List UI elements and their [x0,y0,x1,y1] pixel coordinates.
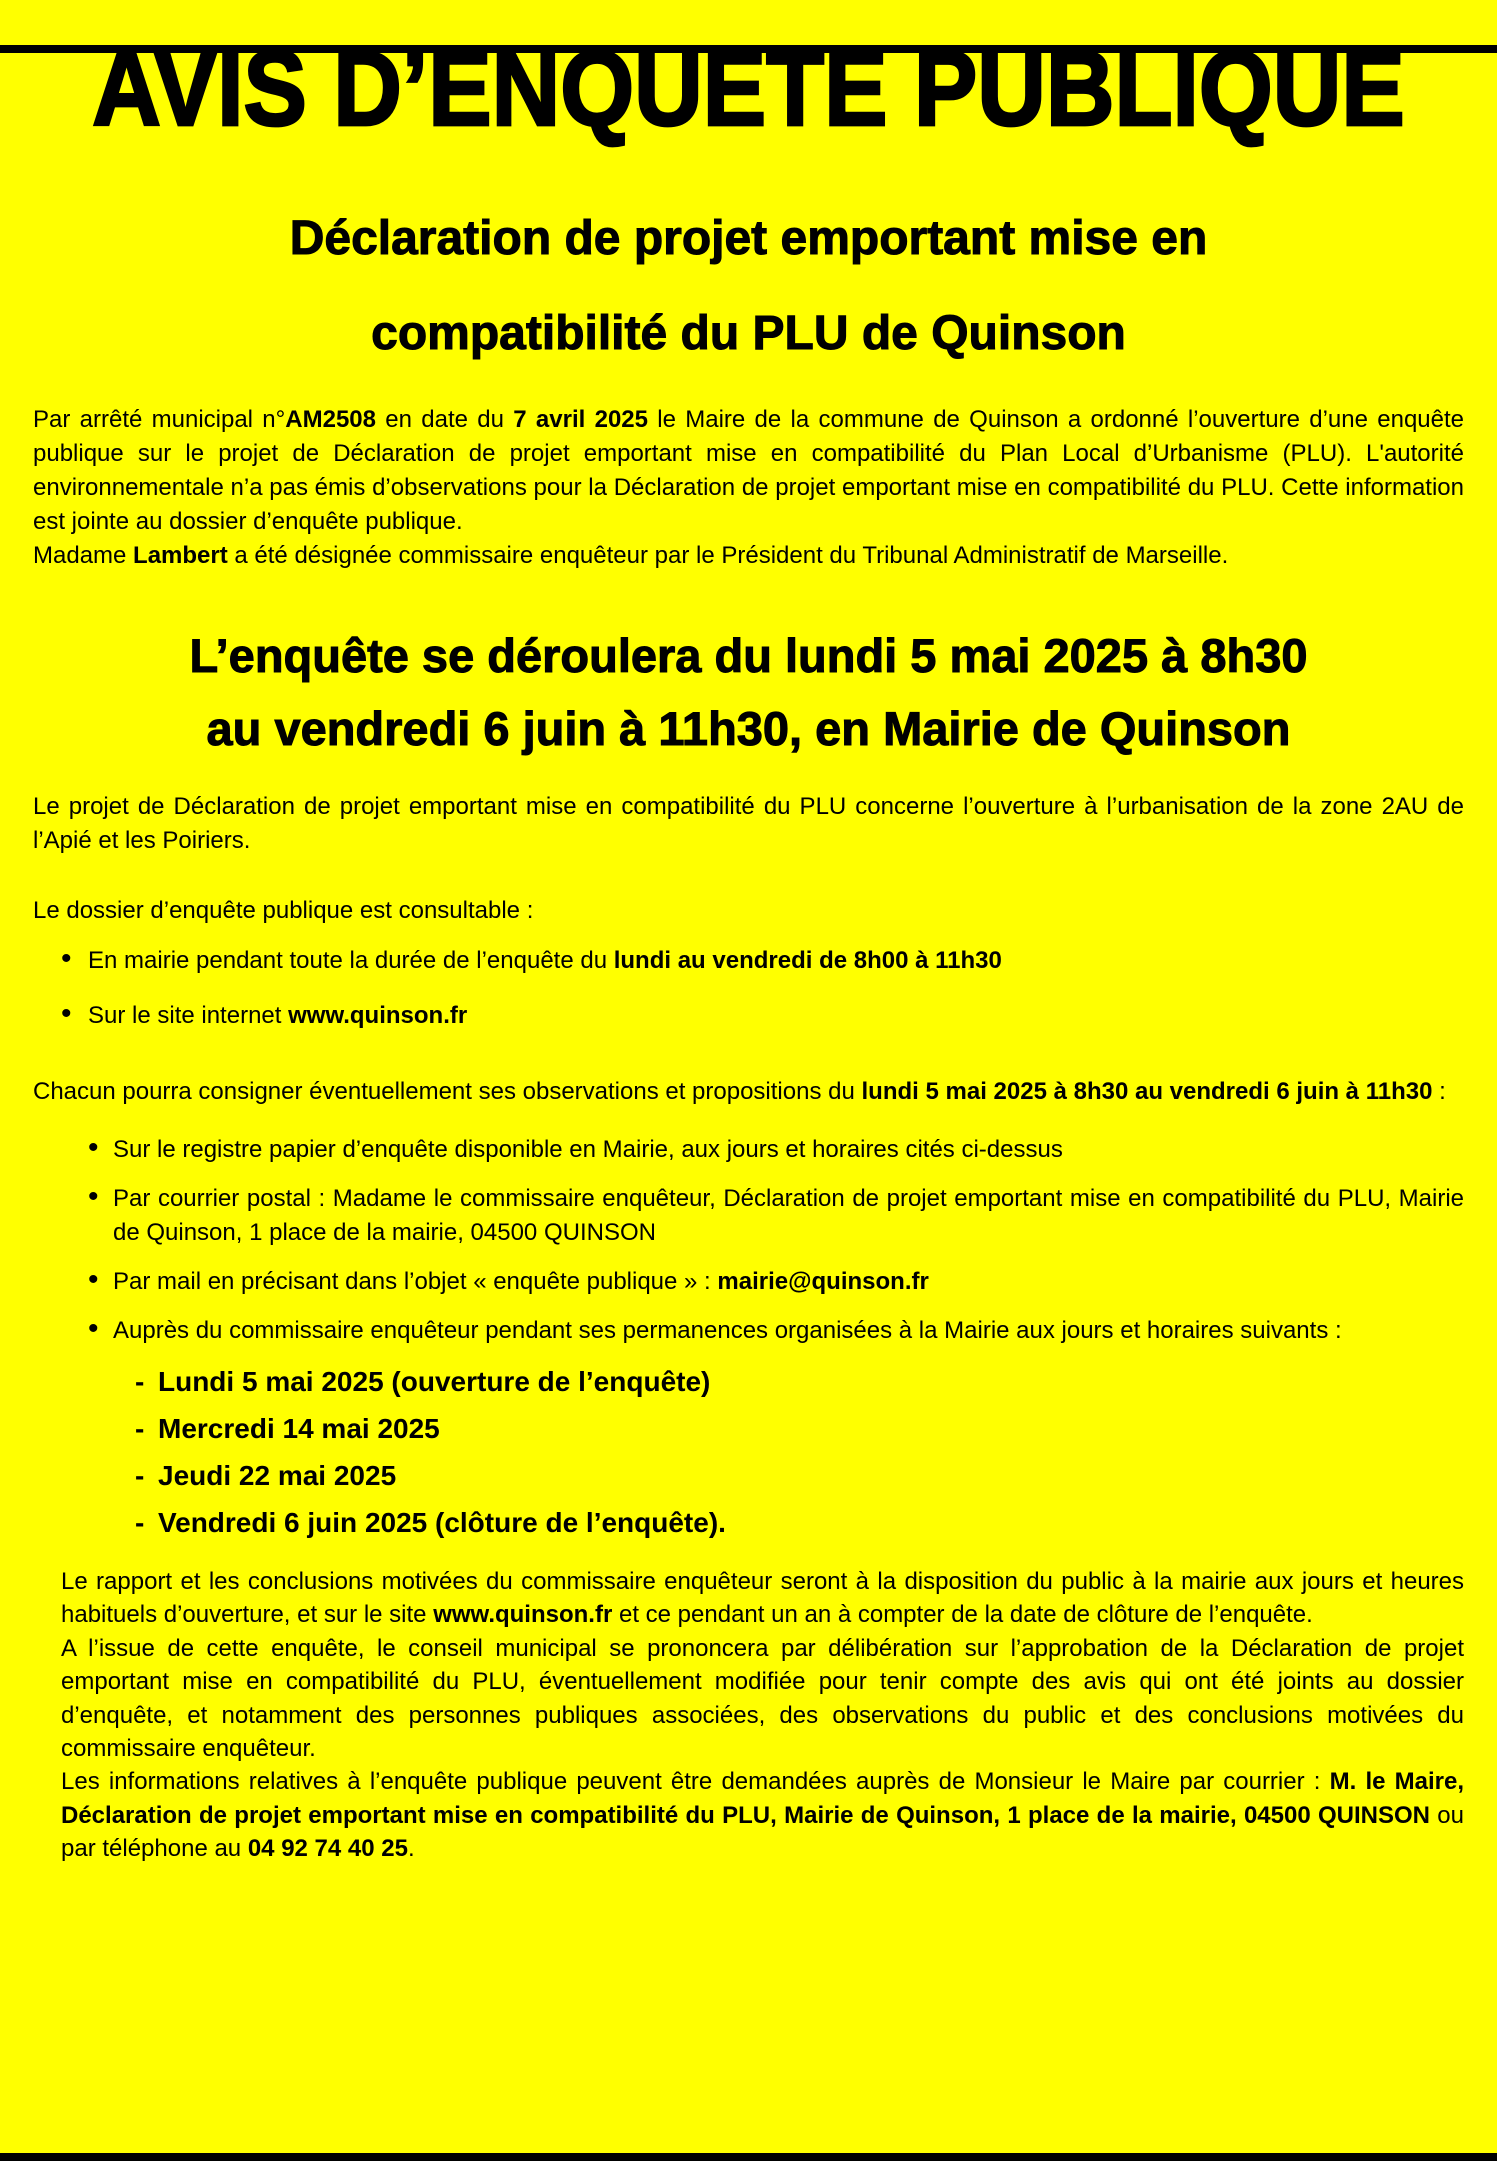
schedule-heading-line1: L’enquête se déroulera du lundi 5 mai 2025 à 8h30 [189,629,1308,682]
permanence-date: - Jeudi 22 mai 2025 [33,1459,1464,1493]
notice-title: AVIS D’ENQUETE PUBLIQUE [92,29,1405,149]
schedule-heading-line2: au vendredi 6 juin à 11h30, en Mairie de Quinson [206,702,1291,755]
observations-intro-paragraph: Chacun pourra consigner éventuellement ses observations et propositions du lundi 5 mai 2025 à 8h30 au vendredi 6 juin à 11h30 : [33,1078,1446,1105]
intro-paragraph: Par arrêté municipal n°AM2508 en date du 7 avril 2025 le Maire de la commune de Quinson a ordonné l’ouverture d’une enquête publique sur le projet de Déclaration de projet emportant mise en compatibilité du Plan Local d’Urbanisme (PLU). L'autorité environnementale n’a pas émis d’observations pour la Déclaration de projet emportant mise en compatibilité du PLU. Cette information est jointe au dossier d’enquête publique. [33,406,1465,535]
dossier-availability-intro: Le dossier d’enquête publique est consultable : [33,897,534,924]
notice-subtitle [33,191,1464,381]
list-item: • Sur le site internet www.quinson.fr [33,999,1464,1033]
public-notice-poster [0,29,1497,1866]
project-scope-paragraph: Le projet de Déclaration de projet emportant mise en compatibilité du PLU concerne l’ouverture à l’urbanisation de la zone 2AU de l’Apié et les Poiriers. [33,793,1464,854]
list-item: • Auprès du commissaire enquêteur pendant ses permanences organisées à la Mairie aux jours et horaires suivants : [33,1314,1464,1348]
permanence-dates-list [33,1365,1464,1540]
dossier-availability-list [33,944,1464,1033]
list-item: • Par courrier postal : Madame le commissaire enquêteur, Déclaration de projet emportant mise en compatibilité du PLU, Mairie de Quinson, 1 place de la mairie, 04500 QUINSON [33,1182,1464,1250]
observations-channels-list [33,1133,1464,1348]
contact-information-paragraph: Les informations relatives à l’enquête publique peuvent être demandées auprès de Monsieur le Maire par courrier : M. le Maire, Déclaration de projet emportant mise en compatibilité du PLU, Mairie de Quinson, 1 place de la mairie, 04500 QUINSON ou par téléphone au 04 92 74 40 25. [61,1768,1465,1863]
permanence-date: - Lundi 5 mai 2025 (ouverture de l’enquête) [33,1365,1464,1399]
list-item: • En mairie pendant toute la durée de l’enquête du lundi au vendredi de 8h00 à 11h30 [33,944,1464,978]
list-item: • Par mail en précisant dans l’objet « enquête publique » : mairie@quinson.fr [33,1265,1464,1299]
page-bottom-border [0,2153,1497,2161]
enquiry-schedule-heading [33,619,1464,765]
permanence-date: - Mercredi 14 mai 2025 [33,1412,1464,1446]
permanence-date: - Vendredi 6 juin 2025 (clôture de l’enquête). [33,1506,1464,1540]
notice-subtitle-line2: compatibilité du PLU de Quinson [371,307,1126,360]
notice-subtitle-line1: Déclaration de projet emportant mise en [289,212,1208,265]
list-item: • Sur le registre papier d’enquête disponible en Mairie, aux jours et horaires cités ci-dessus [33,1133,1464,1167]
closing-information [61,1565,1464,1866]
council-decision-paragraph: A l’issue de cette enquête, le conseil municipal se prononcera par délibération sur l’approbation de la Déclaration de projet emportant mise en compatibilité du PLU, éventuellement modifiée pour tenir compte des avis qui ont été joints au dossier d’enquête, et notamment des personnes publiques associées, des observations du public et des conclusions motivées du commissaire enquêteur. [61,1634,1464,1763]
report-availability-paragraph: Le rapport et les conclusions motivées du commissaire enquêteur seront à la disposition du public à la mairie aux jours et heures habituels d’ouverture, et sur le site www.quinson.fr et ce pendant un an à compter de la date de clôture de l’enquête. [61,1568,1464,1629]
commissioner-paragraph: Madame Lambert a été désignée commissaire enquêteur par le Président du Tribunal Administratif de Marseille. [33,542,1229,569]
